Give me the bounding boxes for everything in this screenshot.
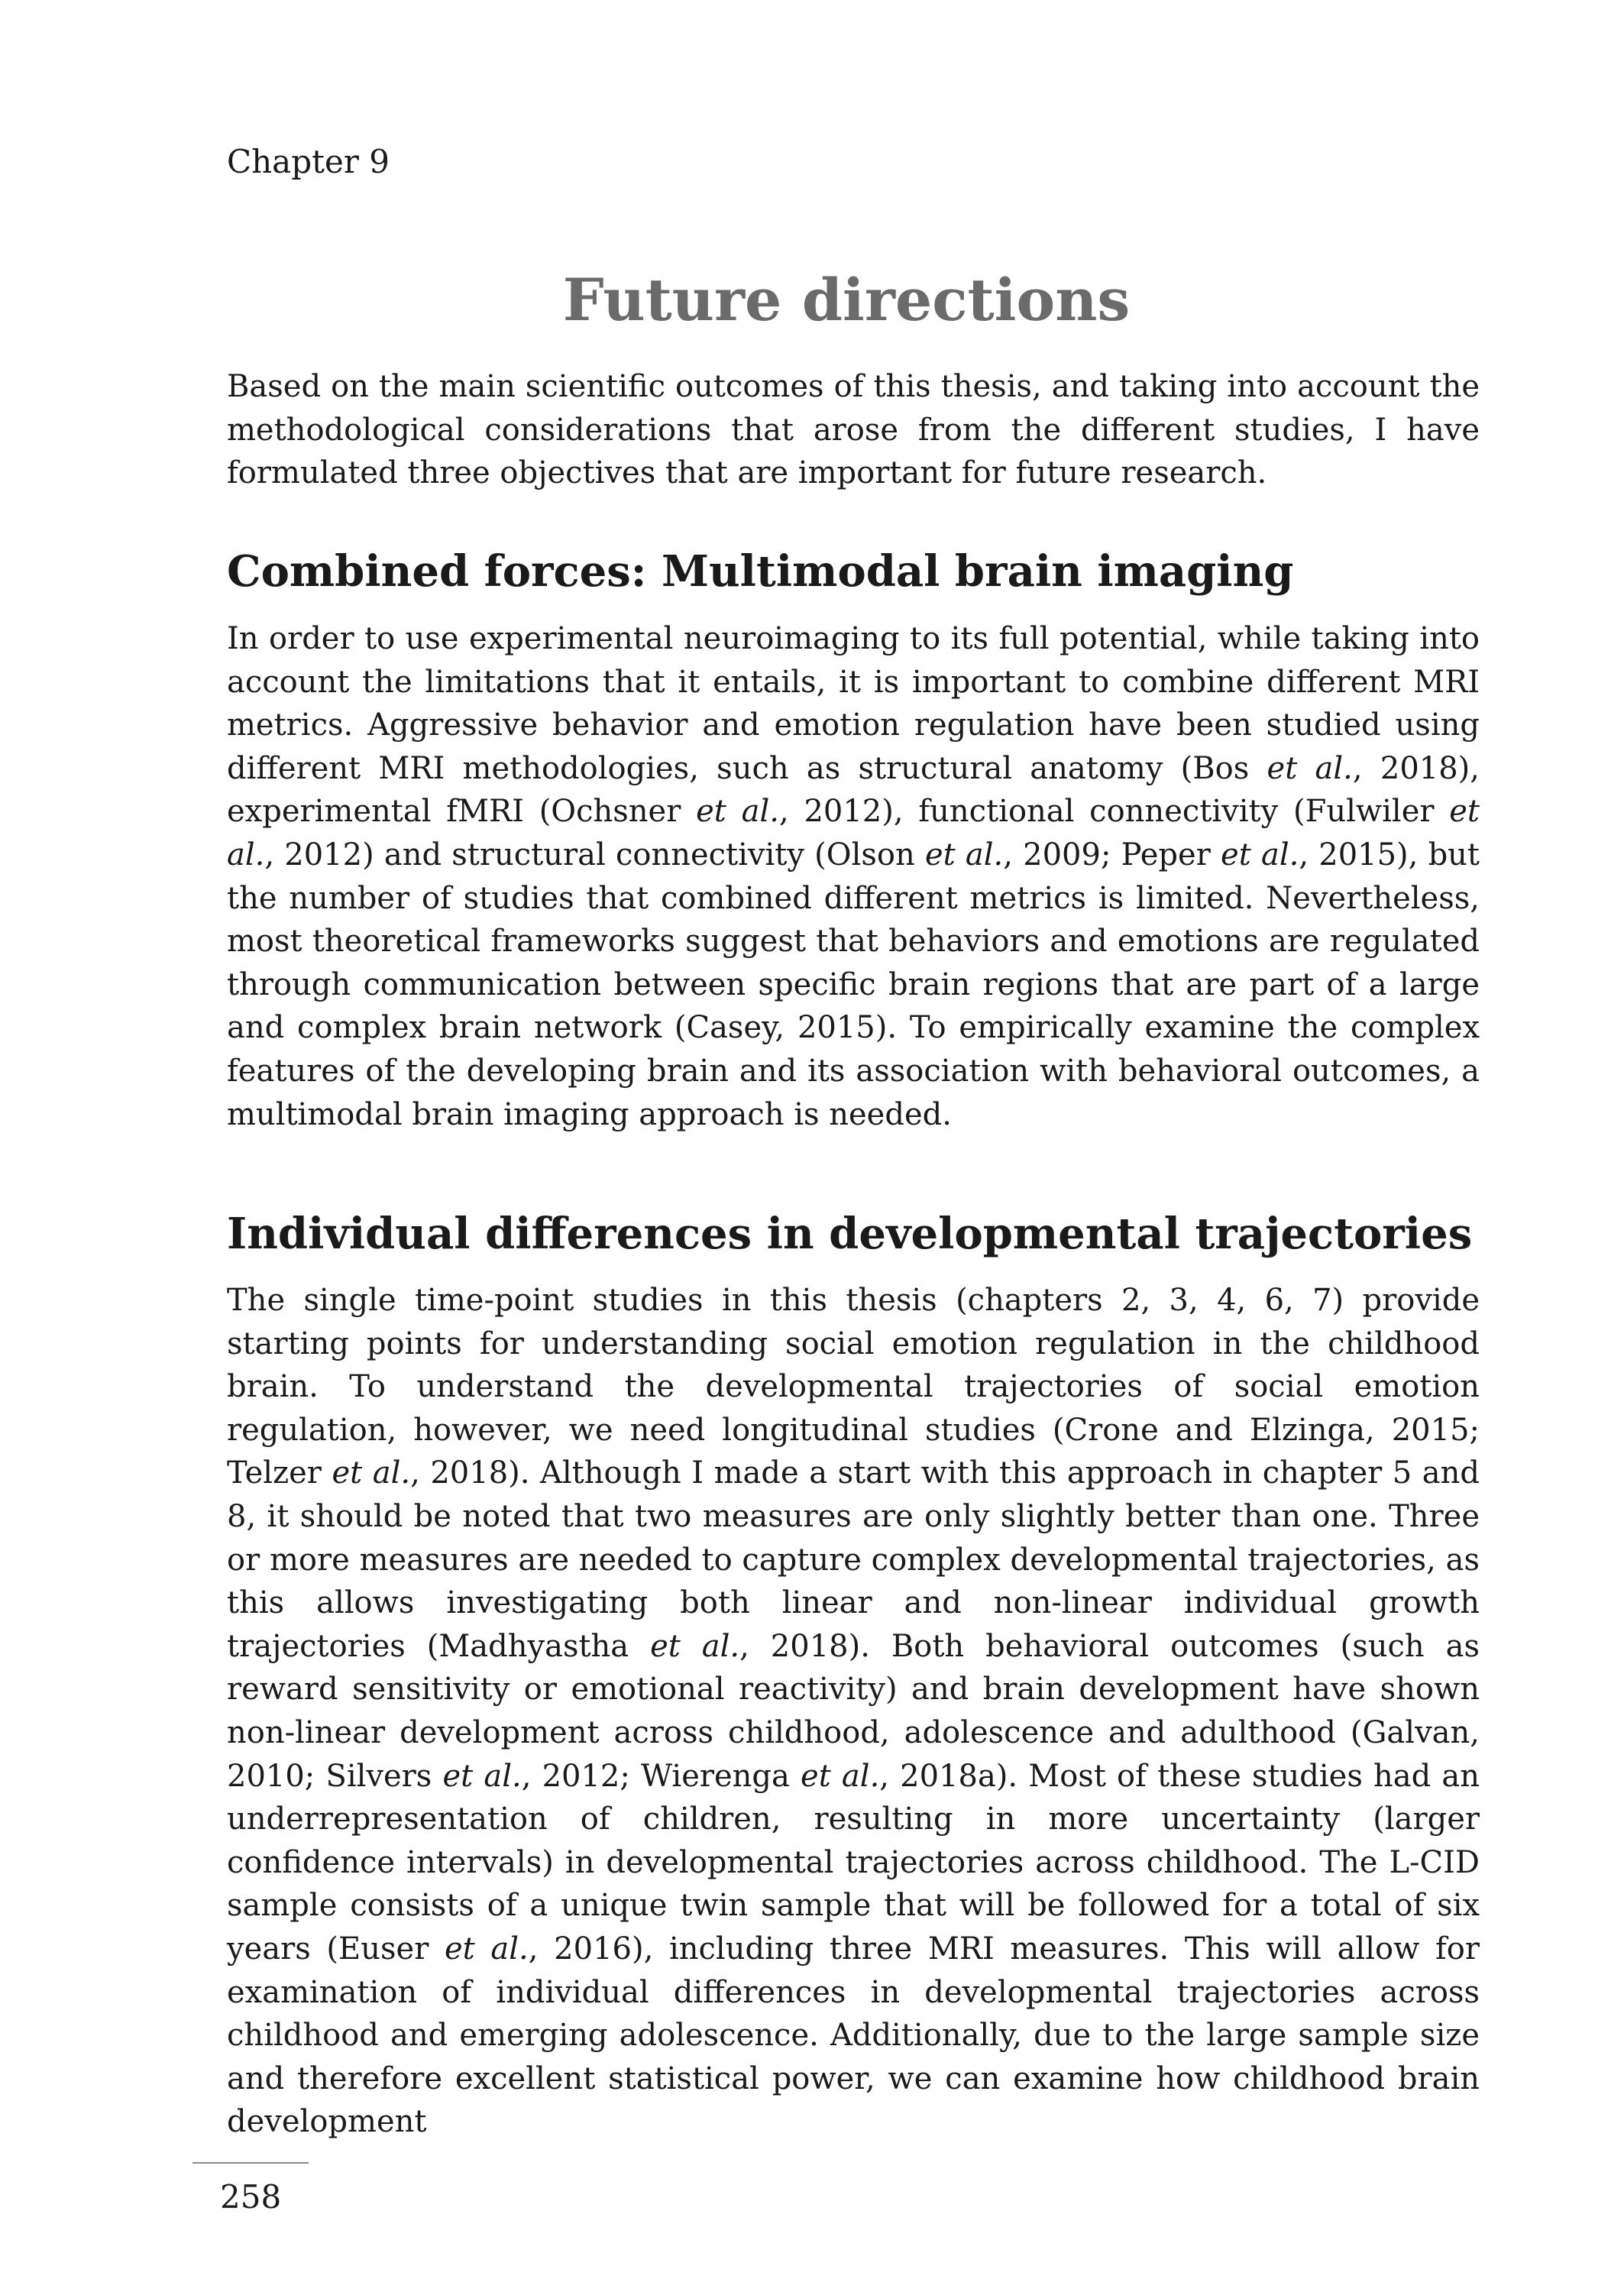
text-run: , 2015), but the number of studies that combined different metrics is limited. Nevertheless, most theoretical frameworks suggest that behaviors and emotions are regulated through communication between specific brain regions that are part of a large and complex brain network (Casey, 2015). To empirically examine the complex features of the developing brain and its association with behavioral outcomes, a multimodal brain imaging approach is needed. (227, 837, 1480, 1132)
footer-divider (192, 2162, 309, 2164)
text-run: , 2018), experimental fMRI (Ochsner (227, 750, 1480, 830)
citation-et-al: et al. (332, 1455, 411, 1491)
individual-differences-paragraph (227, 1279, 1480, 2144)
text-run: , 2009; Peper (1003, 837, 1221, 872)
citation-et-al: et al. (801, 1758, 880, 1794)
page-title: Future directions (562, 266, 1131, 334)
text-run: , 2012), functional connectivity (Fulwiler (778, 794, 1450, 830)
citation-et-al: et al. (1267, 750, 1353, 786)
section-heading-individual-differences: Individual differences in developmental trajectories (227, 1209, 1473, 1259)
citation-et-al: et al. (1221, 837, 1299, 872)
page-number: 258 (220, 2178, 282, 2216)
citation-et-al: et al. (650, 1628, 740, 1664)
text-run: , 2012; Wierenga (521, 1758, 801, 1794)
text-run: , 2018a). Most of these studies had an underrepresentation of children, resulting in more uncertainty (larger confidence intervals) in developmental trajectories across childhood. The L-CID sample consists of a unique twin sample that will be followed for a total of six years (Euser (227, 1758, 1480, 1967)
text-run: The single time-point studies in this thesis (chapters 2, 3, 4, 6, 7) provide starting points for understanding social emotion regulation in the childhood brain. To understand the developmental trajectories of social emotion regulation, however, we need longitudinal studies (Crone and Elzinga, 2015; Telzer (227, 1283, 1480, 1491)
text-run: , 2012) and structural connectivity (Olson (264, 837, 925, 872)
citation-et-al: et al. (445, 1931, 529, 1967)
intro-paragraph: Based on the main scientific outcomes of this thesis, and taking into account the methodological considerations that arose from the different studies, I have formulated three objectives that are important for future research. (227, 369, 1480, 491)
text-run: , 2018). Both behavioral outcomes (such as reward sensitivity or emotional reactivity) and brain development have shown non-linear development across childhood, adolescence and adulthood (Galvan, 2010; Silvers (227, 1628, 1480, 1794)
citation-et-al: et al. (227, 794, 1480, 872)
text-run: , 2018). Although I made a start with this approach in chapter 5 and 8, it should be noted that two measures are only slightly better than one. Three or more measures are needed to capture complex developmental trajectories, as this allows investigating both linear and non-linear individual growth trajectories (Madhyastha (227, 1455, 1480, 1664)
text-run: In order to use experimental neuroimaging to its full potential, while taking into account the limitations that it entails, it is important to combine different MRI metrics. Aggressive behavior and emotion regulation have been studied using different MRI methodologies, such as structural anatomy (Bos (227, 621, 1480, 786)
citation-et-al: et al. (696, 794, 779, 830)
section-heading-multimodal: Combined forces: Multimodal brain imaging (227, 546, 1294, 597)
citation-et-al: et al. (924, 837, 1004, 872)
multimodal-paragraph (227, 617, 1480, 1136)
citation-et-al: et al. (442, 1758, 522, 1794)
chapter-label: Chapter 9 (227, 143, 390, 180)
text-run: , 2016), including three MRI measures. This will allow for examination of individual differences in developmental trajectories across childhood and emerging adolescence. Additionally, due to the large sample size and therefore excellent statistical power, we can examine how childhood brain development (227, 1931, 1480, 2140)
